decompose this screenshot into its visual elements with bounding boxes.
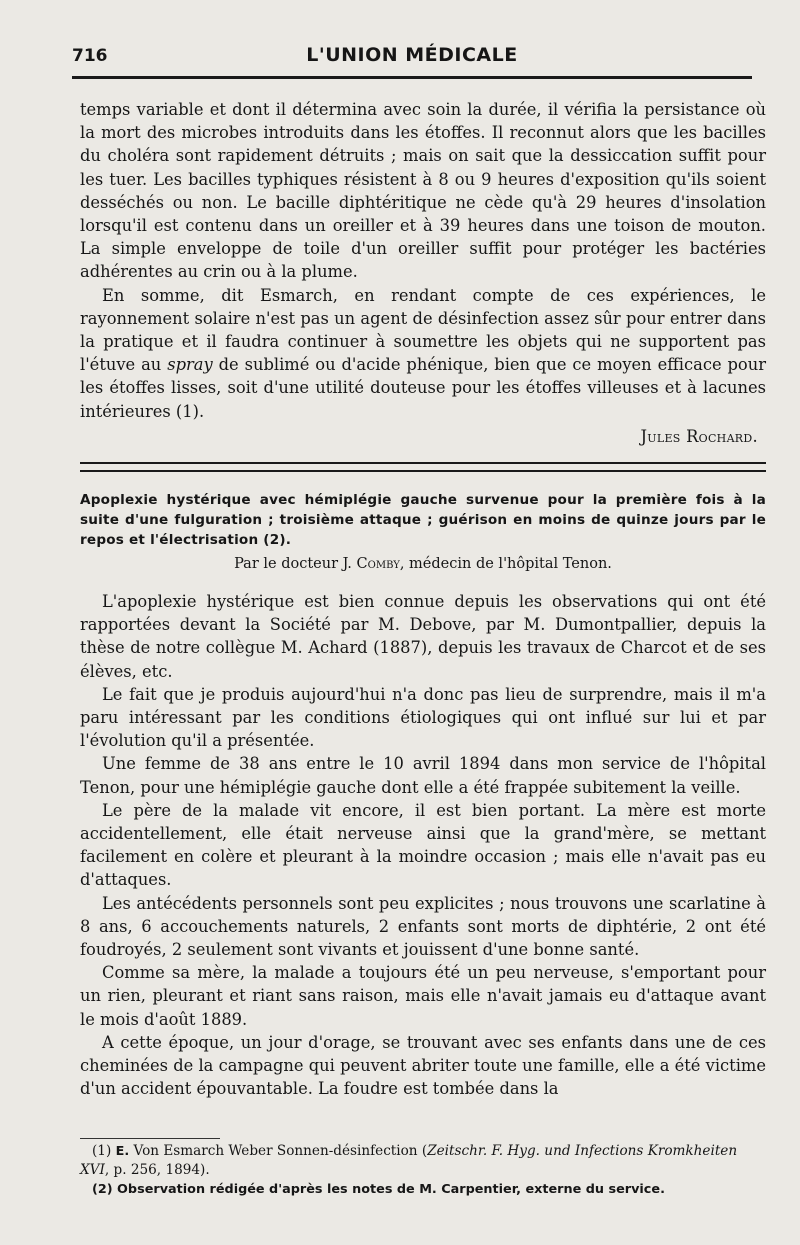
article-body bbox=[80, 590, 766, 1100]
paragraph-text: Une femme de 38 ans entre le 10 avril 1894 dans mon service de l'hôpital Tenon, pour une hémiplégie gauche dont elle a été frappée subitement la veille. bbox=[80, 754, 766, 797]
footnote-text: Zeitschr. F. Hyg. und Infections Kromkheiten XVI bbox=[80, 1143, 738, 1178]
byline bbox=[80, 556, 766, 572]
paragraph bbox=[80, 683, 766, 753]
article-title: Apoplexie hystérique avec hémiplégie gauche survenue pour la première fois à la suite d'une fulguration ; troisième attaque ; guérison en moins de quinze jours par le repos et l'électrisation (2). bbox=[80, 492, 766, 548]
paragraph bbox=[80, 799, 766, 892]
footnotes bbox=[80, 1142, 766, 1199]
article bbox=[80, 490, 766, 1100]
paragraph-text: A cette époque, un jour d'orage, se trouvant avec ses enfants dans une de ces cheminées de la campagne qui peuvent abriter toute une famille, elle a été victime d'un accident épouvantable. La foudre est tombée dans la bbox=[80, 1032, 766, 1099]
paragraph-text: En somme, dit Esmarch, en rendant compte de ces expériences, le rayonnement solaire n'est pas un agent de désinfection assez sûr pour entrer dans la pratique et il faudra continuer à soumettre les objets qui ne supportent pas l'étuve au bbox=[80, 285, 766, 375]
paragraph-text: spray bbox=[167, 355, 213, 375]
paragraph-text: Le fait que je produis aujourd'hui n'a donc pas lieu de surprendre, mais il m'a paru intéressant par les conditions étiologiques qui ont influé sur lui et par l'évolution qu'il a présentée. bbox=[80, 684, 766, 751]
page-header bbox=[72, 40, 752, 70]
footnote-text: E. bbox=[115, 1144, 130, 1159]
signature: Jules Rochard. bbox=[640, 426, 758, 446]
paragraph-text: Le père de la malade vit encore, il est bien portant. La mère est morte accidentellement, elle était nerveuse ainsi que la grand'mère, se mettant facilement en colère et pleurant à la moindre occasion ; mais elle n'avait pas eu d'attaques. bbox=[80, 800, 766, 890]
section-divider bbox=[80, 462, 766, 472]
footnote-text: , p. 256, 1894). bbox=[104, 1162, 210, 1178]
author-name: Comby bbox=[356, 556, 400, 572]
footnote-text: (1) bbox=[92, 1143, 116, 1159]
footnote-text: Von Esmarch Weber Sonnen-désinfection ( bbox=[129, 1143, 428, 1159]
paragraph-text: Comme sa mère, la malade a toujours été un peu nerveuse, s'emportant pour un rien, pleurant et riant sans raison, mais elle n'avait jamais eu d'attaque avant le mois d'août 1889. bbox=[80, 963, 766, 1029]
page-number: 716 bbox=[72, 46, 108, 66]
paragraph-text: de sublimé ou d'acide phénique, bien que ce moyen efficace pour les étoffes lisses, soit d'une utilité douteuse pour les étoffes villeuses et à lacunes intérieures (1). bbox=[80, 355, 766, 421]
paragraph bbox=[80, 752, 766, 798]
byline-suffix: , médecin de l'hôpital Tenon. bbox=[399, 556, 612, 572]
previous-article bbox=[80, 98, 766, 448]
paragraph bbox=[80, 590, 766, 683]
header-rule bbox=[72, 76, 752, 79]
footnote-text: (2) Observation rédigée d'après les notes de M. Carpentier, externe du service. bbox=[92, 1182, 665, 1197]
paragraph bbox=[80, 892, 766, 962]
paragraph-text: L'apoplexie hystérique est bien connue depuis les observations qui ont été rapportées devant la Société par M. Debove, par M. Dumontpallier, depuis la thèse de notre collègue M. Achard (1887), depuis les travaux de Charcot et de ses élèves, etc. bbox=[80, 592, 766, 681]
running-title: L'UNION MÉDICALE bbox=[306, 44, 518, 66]
paragraph bbox=[80, 98, 766, 284]
byline-prefix: Par le docteur J. bbox=[234, 556, 352, 572]
paragraph bbox=[80, 1031, 766, 1101]
paragraph-text: temps variable et dont il détermina avec soin la durée, il vérifia la persistance où la mort des microbes introduits dans les étoffes. Il reconnut alors que les bacilles du choléra sont rapidement détruits ; mais on sait que la dessiccation suffit pour les tuer. Les bacilles typhiques résistent à 8 ou 9 heures d'exposition qu'ils soient desséchés ou non. Le bacille diphtéritique ne cède qu'à 29 heures d'insolation lorsqu'il est contenu dans un oreiller et à 39 heures dans une toison de mouton. La simple enveloppe de toile d'un oreiller suffit pour protéger les bactéries adhérentes au crin ou à la plume. bbox=[80, 100, 766, 282]
paragraph bbox=[80, 284, 766, 423]
paragraph-text: Les antécédents personnels sont peu explicites ; nous trouvons une scarlatine à 8 ans, 6 accouchements naturels, 2 enfants sont morts de diphtérie, 2 ont été foudroyés, 2 seulement sont vivants et jouissent d'une bonne santé. bbox=[80, 893, 766, 960]
paragraph bbox=[80, 961, 766, 1031]
footnote bbox=[80, 1180, 766, 1199]
previous-article-body bbox=[80, 98, 766, 423]
footnote bbox=[80, 1142, 766, 1180]
footnote-rule bbox=[80, 1138, 220, 1139]
